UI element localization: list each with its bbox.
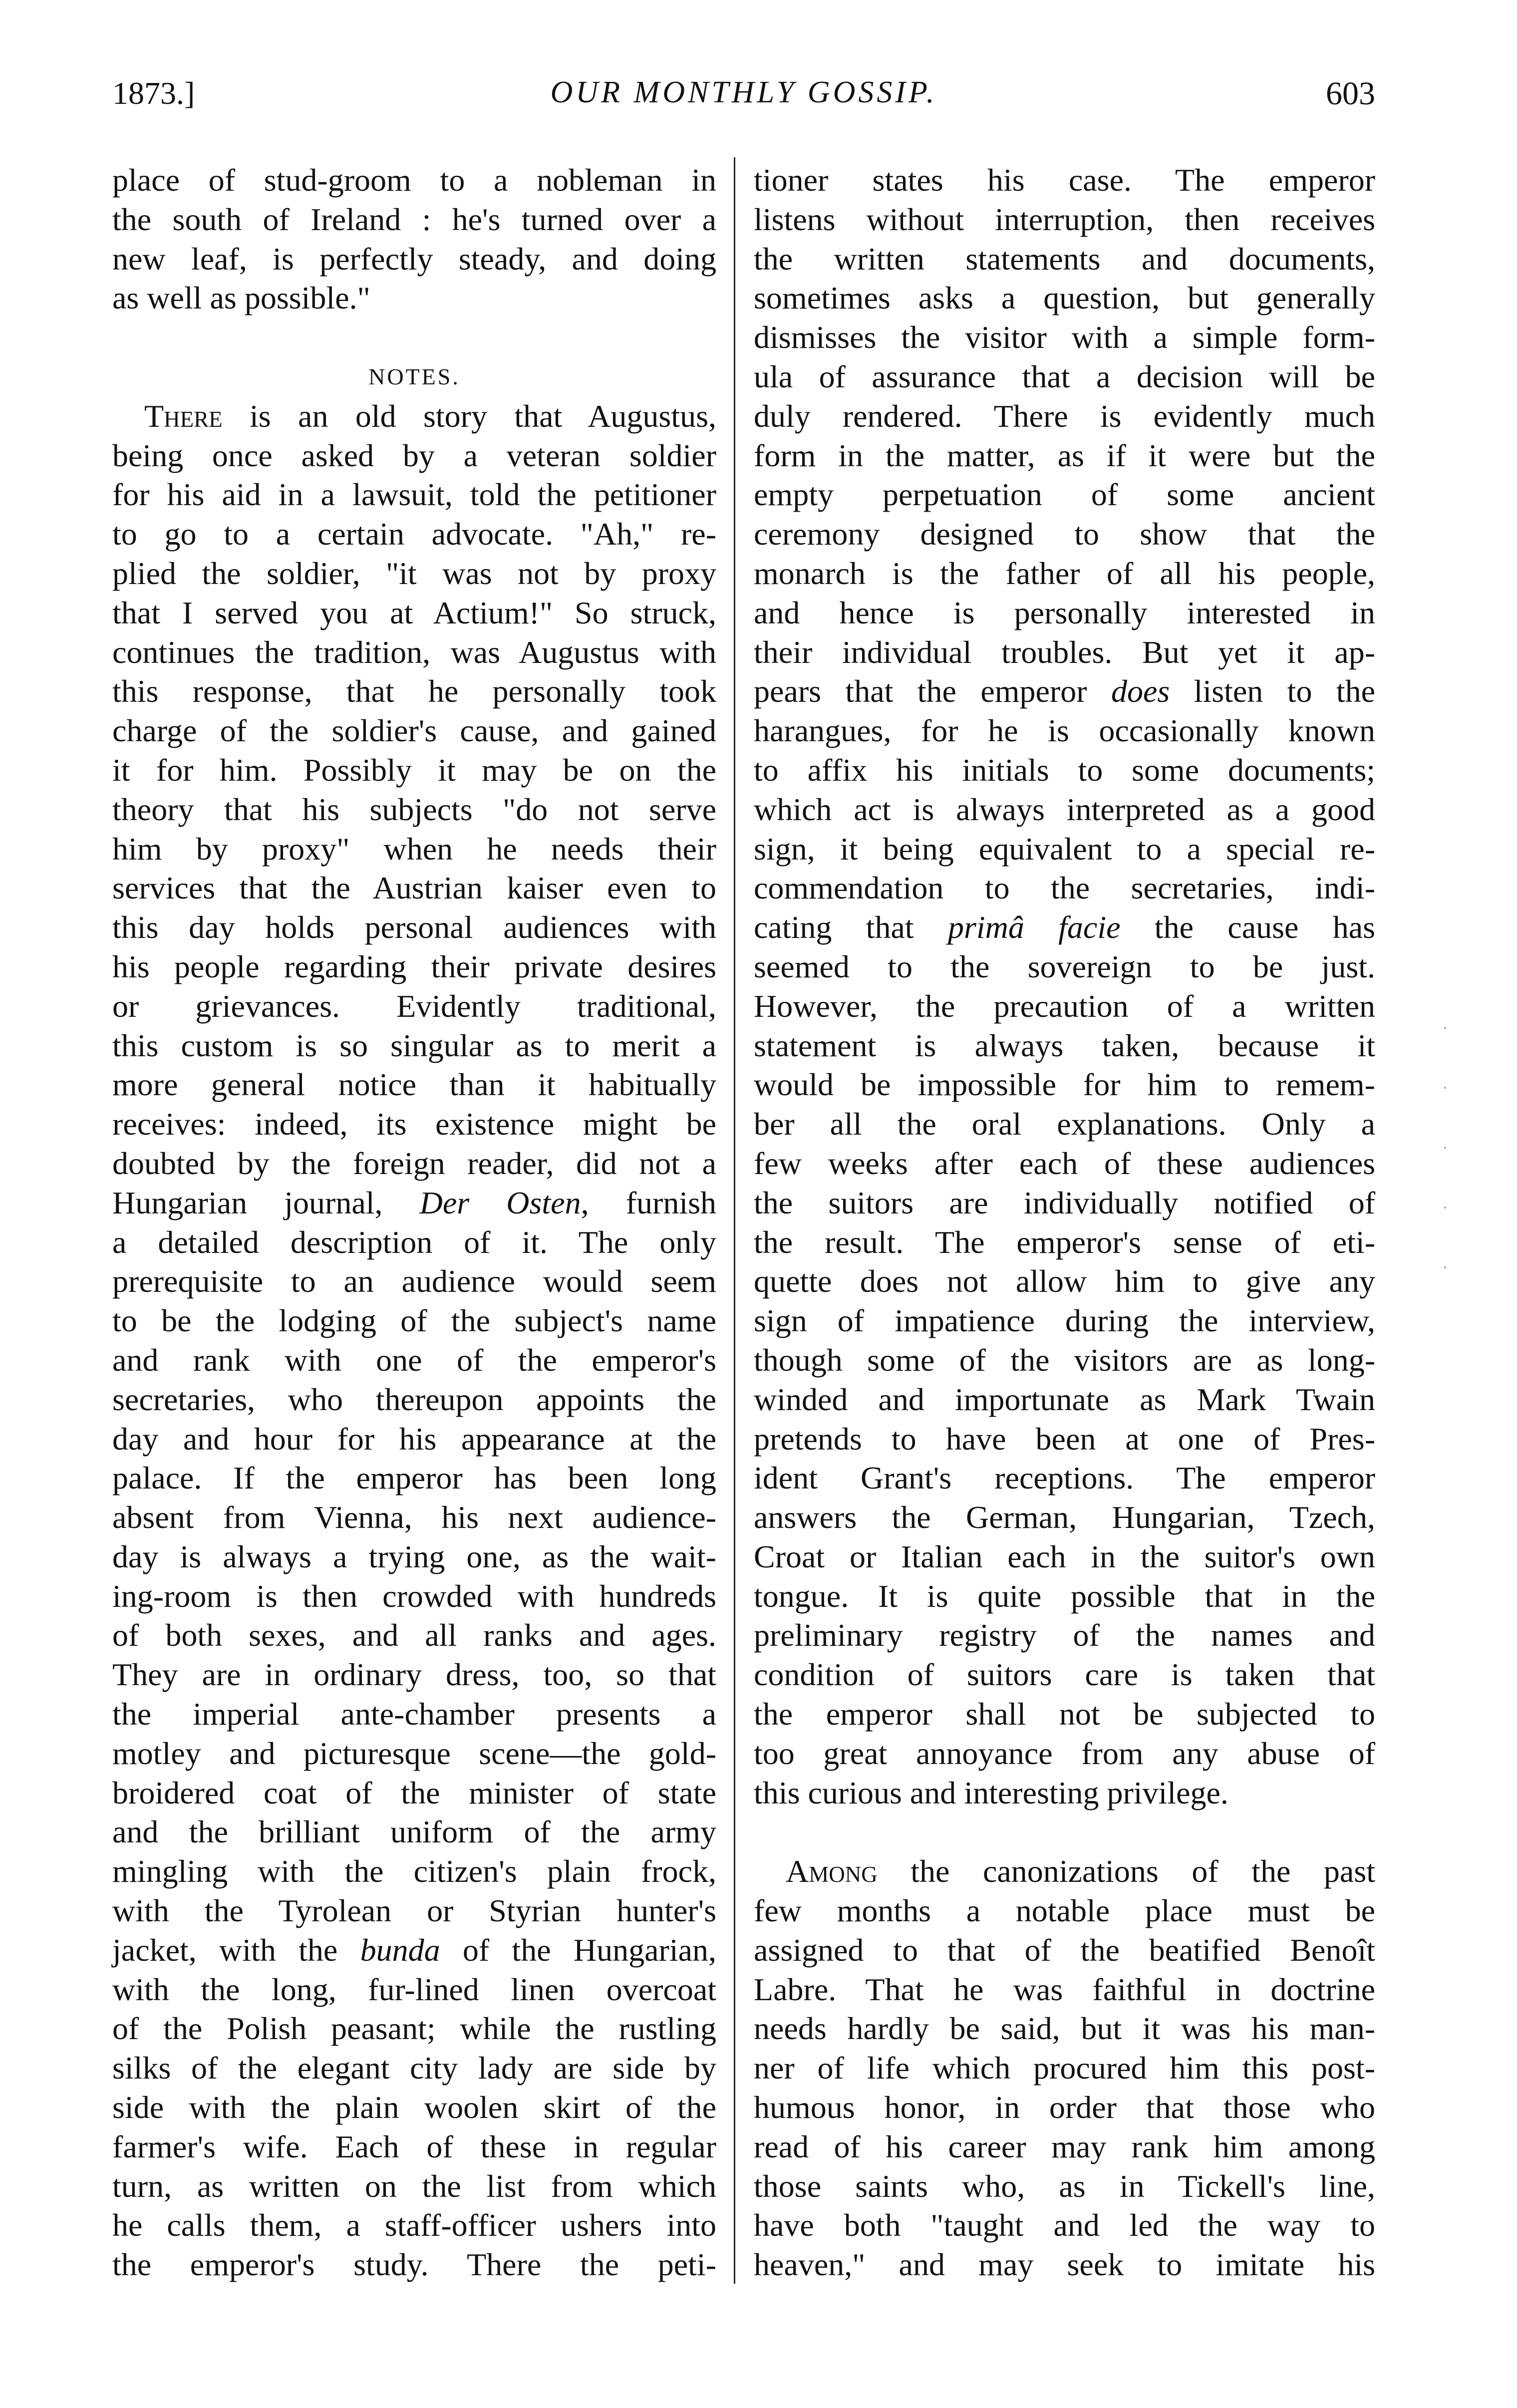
text-line: ident Grant's receptions. The emperor [754, 1460, 1375, 1496]
text-line: humous honor, in order that those who [754, 2090, 1375, 2125]
text-line: to be the lodging of the subject's name [112, 1303, 716, 1339]
text-line: it for him. Possibly it may be on the [112, 752, 716, 788]
text-line: seemed to the sovereign to be just. [754, 948, 1375, 984]
header-year: 1873.] [112, 75, 195, 111]
text-line: assigned to that of the beatified Benoît [754, 1932, 1375, 1968]
text-line: the result. The emperor's sense of eti- [754, 1224, 1375, 1260]
text-line: the emperor's study. There the peti- [112, 2247, 716, 2283]
text-line: this custom is so singular as to merit a [112, 1027, 716, 1063]
text-line: cating that primâ facie the cause has [754, 909, 1376, 945]
text-line: that I served you at Actium!" So struck, [112, 595, 716, 630]
text-line: quette does not allow him to give any [754, 1263, 1375, 1299]
text-line: and rank with one of the emperor's [112, 1342, 716, 1378]
text-line: dismisses the visitor with a simple form- [754, 319, 1375, 355]
text-line: with the long, fur-lined linen overcoat [112, 1971, 716, 2007]
text-line: continues the tradition, was Augustus with [112, 634, 716, 670]
text-line: his people regarding their private desires [112, 948, 716, 984]
text-line: he calls them, a staff-officer ushers into [112, 2207, 716, 2243]
text-line: the south of Ireland : he's turned over a [112, 201, 716, 237]
left-column [112, 161, 716, 2285]
text-line: the emperor shall not be subjected to [754, 1696, 1375, 1732]
paragraph-labre [754, 1852, 1375, 2285]
text-line: Among the canonizations of the past [786, 1853, 1375, 1889]
italic-phrase: primâ facie [947, 909, 1121, 945]
text-line: Hungarian journal, Der Osten, furnish [112, 1185, 716, 1220]
text-line: though some of the visitors are as long- [754, 1342, 1375, 1378]
column-divider [734, 157, 735, 2284]
text-line: and the brilliant uniform of the army [112, 1814, 716, 1850]
text-line: mingling with the citizen's plain frock, [112, 1853, 716, 1889]
section-heading-notes: NOTES. [368, 363, 460, 389]
text-line: with the Tyrolean or Styrian hunter's [112, 1893, 716, 1929]
italic-phrase: bunda [360, 1932, 440, 1968]
text-line: a detailed description of it. The only [112, 1224, 716, 1260]
text-line: However, the precaution of a written [754, 988, 1375, 1024]
text-line: services that the Austrian kaiser even to [112, 870, 716, 906]
text-line: new leaf, is perfectly steady, and doing [112, 241, 716, 277]
text-line: to go to a certain advocate. "Ah," re- [112, 516, 716, 552]
text-line: Croat or Italian each in the suitor's own [754, 1538, 1375, 1574]
text-line: answers the German, Hungarian, Tzech, [754, 1500, 1375, 1535]
text-line: jacket, with the bunda of the Hungarian, [112, 1932, 716, 1968]
text-line: monarch is the father of all his people, [754, 555, 1375, 591]
drop-lead-word: Among [786, 1853, 878, 1889]
text-line: as well as possible." [112, 280, 370, 316]
text-line: this response, that he personally took [112, 673, 716, 709]
text-line: being once asked by a veteran soldier [112, 437, 716, 473]
right-column [754, 161, 1375, 2285]
text-line: ula of assurance that a decision will be [754, 358, 1375, 394]
text-line: read of his career may rank him among [754, 2128, 1375, 2164]
text-line: preliminary registry of the names and [754, 1617, 1375, 1653]
text-line: day and hour for his appearance at the [112, 1421, 716, 1457]
text-line: empty perpetuation of some ancient [754, 477, 1375, 513]
text-line: broidered coat of the minister of state [112, 1775, 716, 1810]
text-line: this curious and interesting privilege. [754, 1775, 1228, 1810]
text-line: Labre. That he was faithful in doctrine [754, 1971, 1375, 2007]
text-line: charge of the soldier's cause, and gained [112, 713, 716, 749]
text-line: winded and importunate as Mark Twain [754, 1381, 1375, 1417]
text-line: plied the soldier, "it was not by proxy [112, 555, 716, 591]
page-number: 603 [1326, 75, 1375, 112]
text-line: of the Polish peasant; while the rustling [112, 2011, 716, 2047]
text-line: day is always a trying one, as the wait- [112, 1538, 716, 1574]
text-line: farmer's wife. Each of these in regular [112, 2128, 716, 2164]
text-line: duly rendered. There is evidently much [754, 398, 1375, 434]
text-line: sign, it being equivalent to a special re- [754, 831, 1375, 867]
text-line: harangues, for he is occasionally known [754, 713, 1375, 749]
text-line: for his aid in a lawsuit, told the petitioner [112, 477, 716, 513]
text-line: listens without interruption, then receives [754, 201, 1375, 237]
text-line: statement is always taken, because it [754, 1027, 1375, 1063]
drop-lead-word: There [144, 398, 223, 434]
text-line: their individual troubles. But yet it ap- [754, 634, 1375, 670]
text-line: those saints who, as in Tickell's line, [754, 2168, 1375, 2204]
text-line: turn, as written on the list from which [112, 2168, 716, 2204]
text-line: doubted by the foreign reader, did not a [112, 1145, 716, 1181]
text-line: ner of life which procured him this post- [754, 2050, 1375, 2086]
text-line: pears that the emperor does listen to the [754, 673, 1376, 709]
text-line: prerequisite to an audience would seem [112, 1263, 716, 1299]
text-line: commendation to the secretaries, indi- [754, 870, 1375, 906]
text-line: motley and picturesque scene—the gold- [112, 1735, 716, 1771]
text-line: the written statements and documents, [754, 241, 1375, 277]
running-header [112, 75, 1375, 125]
text-line: pretends to have been at one of Pres- [754, 1421, 1375, 1457]
text-line: ceremony designed to show that the [754, 516, 1375, 552]
paragraph-continued [112, 161, 716, 318]
italic-phrase: does [1111, 673, 1170, 709]
text-line: They are in ordinary dress, too, so that [112, 1657, 716, 1693]
text-line: have both "taught and led the way to [754, 2207, 1375, 2243]
text-line: and hence is personally interested in [754, 595, 1375, 630]
text-line: which act is always interpreted as a good [754, 791, 1375, 827]
paragraph-notes-augustus [112, 397, 716, 2285]
text-line: secretaries, who thereupon appoints the [112, 1381, 716, 1417]
text-line: this day holds personal audiences with [112, 909, 716, 945]
text-line: the imperial ante-chamber presents a [112, 1696, 716, 1732]
text-line: receives: indeed, its existence might be [112, 1106, 716, 1142]
text-line: tongue. It is quite possible that in the [754, 1578, 1375, 1614]
text-line: tioner states his case. The emperor [754, 162, 1375, 198]
italic-phrase: Der Osten [419, 1185, 581, 1220]
margin-specks: · · · · · [1443, 1020, 1448, 1276]
text-line: palace. If the emperor has been long [112, 1460, 716, 1496]
text-line: too great annoyance from any abuse of [754, 1735, 1375, 1771]
text-line: to affix his initials to some documents; [754, 752, 1375, 788]
text-line: ing-room is then crowded with hundreds [112, 1578, 716, 1614]
text-line: ber all the oral explanations. Only a [754, 1106, 1375, 1142]
text-line: of both sexes, and all ranks and ages. [112, 1617, 716, 1653]
text-line: would be impossible for him to remem- [754, 1067, 1375, 1103]
text-line: needs hardly be said, but it was his man- [754, 2011, 1375, 2047]
text-line: sign of impatience during the interview, [754, 1303, 1375, 1339]
text-line: him by proxy" when he needs their [112, 831, 716, 867]
text-line: condition of suitors care is taken that [754, 1657, 1375, 1693]
text-line: or grievances. Evidently traditional, [112, 988, 716, 1024]
text-line: more general notice than it habitually [112, 1067, 716, 1103]
text-line: heaven," and may seek to imitate his [754, 2247, 1375, 2283]
header-title: OUR MONTHLY GOSSIP. [550, 75, 937, 109]
paragraph-audiences-continued [754, 161, 1375, 1812]
text-line: form in the matter, as if it were but the [754, 437, 1375, 473]
text-line: There is an old story that Augustus, [144, 398, 716, 434]
text-line: few months a notable place must be [754, 1893, 1375, 1929]
text-line: place of stud-groom to a nobleman in [112, 162, 716, 198]
text-line: the suitors are individually notified of [754, 1185, 1375, 1220]
text-line: silks of the elegant city lady are side by [112, 2050, 716, 2086]
text-line: absent from Vienna, his next audience- [112, 1500, 716, 1535]
text-line: sometimes asks a question, but generally [754, 280, 1375, 316]
text-line: few weeks after each of these audiences [754, 1145, 1375, 1181]
text-line: side with the plain woolen skirt of the [112, 2090, 716, 2125]
text-line: theory that his subjects "do not serve [112, 791, 716, 827]
